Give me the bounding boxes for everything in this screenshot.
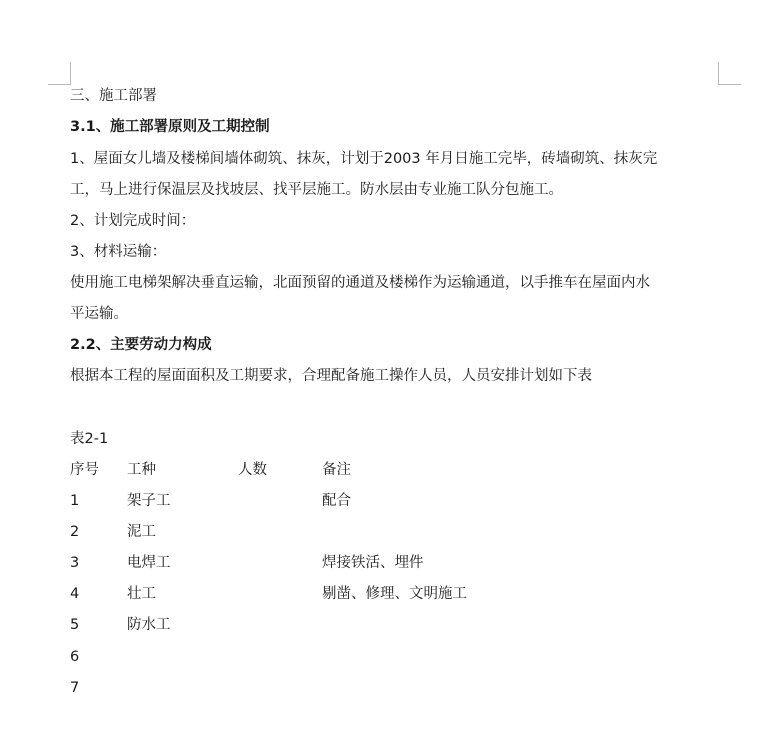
cell-trade: 架子工: [127, 493, 171, 509]
cell-remark: 焊接铁活、埋件: [322, 555, 424, 571]
paragraph-3: 3、材料运输：: [70, 244, 167, 260]
cell-trade: 电焊工: [127, 555, 171, 571]
subsection-title: 、主要劳动力构成: [95, 337, 212, 353]
subsection-heading-3-1: [70, 117, 270, 137]
subsection-number: 3.1: [70, 119, 96, 135]
cell-index: 5: [70, 617, 80, 633]
section-heading: 三、施工部署: [70, 88, 157, 104]
header-cell-remark: 备注: [322, 462, 351, 478]
cell-trade: 壮工: [127, 586, 156, 602]
paragraph-4-line-2: 平运输。: [70, 306, 128, 322]
paragraph-2: 2、计划完成时间：: [70, 213, 196, 229]
cell-remark: 剔凿、修理、文明施工: [322, 586, 467, 602]
subsection-heading-2-2: [70, 335, 212, 355]
paragraph-5: 根据本工程的屋面面积及工期要求，合理配备施工操作人员，人员安排计划如下表: [70, 368, 592, 384]
header-cell-trade: 工种: [127, 462, 156, 478]
paragraph-1-line-1: 1、屋面女儿墙及楼梯间墙体砌筑、抹灰，计划于2003 年月日施工完毕，砖墙砌筑、抹灰完: [70, 151, 658, 167]
cell-index: 1: [70, 493, 80, 509]
subsection-title: 、施工部署原则及工期控制: [95, 119, 270, 135]
cell-index: 3: [70, 555, 80, 571]
table-caption: 表2-1: [70, 431, 109, 447]
cell-index: 6: [70, 649, 80, 665]
cell-index: 4: [70, 586, 80, 602]
cell-index: 2: [70, 524, 80, 540]
header-cell-count: 人数: [238, 462, 267, 478]
paragraph-4-line-1: 使用施工电梯架解决垂直运输，北面预留的通道及楼梯作为运输通道，以手推车在屋面内水: [70, 275, 650, 291]
cell-trade: 泥工: [127, 524, 156, 540]
margin-corner-mark-left: [48, 62, 71, 85]
cell-trade: 防水工: [127, 617, 171, 633]
cell-index: 7: [70, 680, 80, 696]
subsection-number: 2.2: [70, 337, 96, 353]
header-cell-index: 序号: [70, 462, 99, 478]
paragraph-1-line-2: 工，马上进行保温层及找坡层、找平层施工。防水层由专业施工队分包施工。: [70, 182, 563, 198]
cell-remark: 配合: [322, 493, 351, 509]
margin-corner-mark-right: [718, 62, 741, 85]
